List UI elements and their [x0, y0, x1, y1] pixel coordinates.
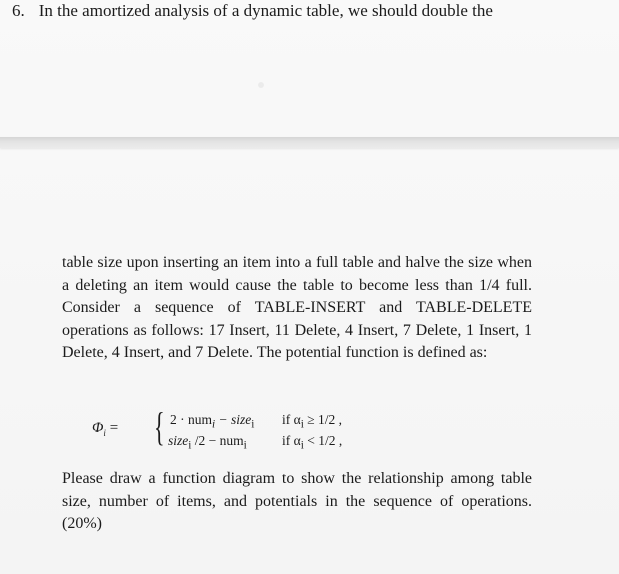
- question-instruction-paragraph: Please draw a function diagram to show the relationship among table size, number of items, and potentials in the sequence of operations. (20%): [62, 470, 532, 532]
- formula-case2-condition: if $\alpha_i < 1/2$ ,: [282, 433, 343, 452]
- formula-case2-expression: size$_i$ /2 − num$_i$: [168, 433, 247, 452]
- question-number: 6.: [12, 1, 25, 20]
- question-lead-text: In the amortized analysis of a dynamic table, we should double the: [38, 1, 493, 20]
- formula-case1-condition: if $\alpha_i \ge 1/2$ ,: [282, 412, 343, 431]
- page-fold-divider: [0, 137, 619, 148]
- question-body-paragraph: table size upon inserting an item into a full table and halve the size when a deleting an item would cause the table to become less than 1/4 full. Consider a sequence of TABLE-INSERT and TABLE-DELETE operations as follows: 17 Insert, 11 Delete, 4 Insert, 7 Delete, 1 Insert, 1 Delete, 4 Insert, and 7 Delete. The potential function is defined as:: [62, 254, 532, 361]
- left-brace-icon: {: [154, 404, 165, 449]
- formula-lhs: $\Phi_i$ =: [92, 420, 119, 438]
- formula-case1-expression: 2 · num$_i$ − size$_i$: [170, 412, 255, 431]
- question-header: [12, 0, 493, 22]
- smudge-mark: [258, 82, 264, 88]
